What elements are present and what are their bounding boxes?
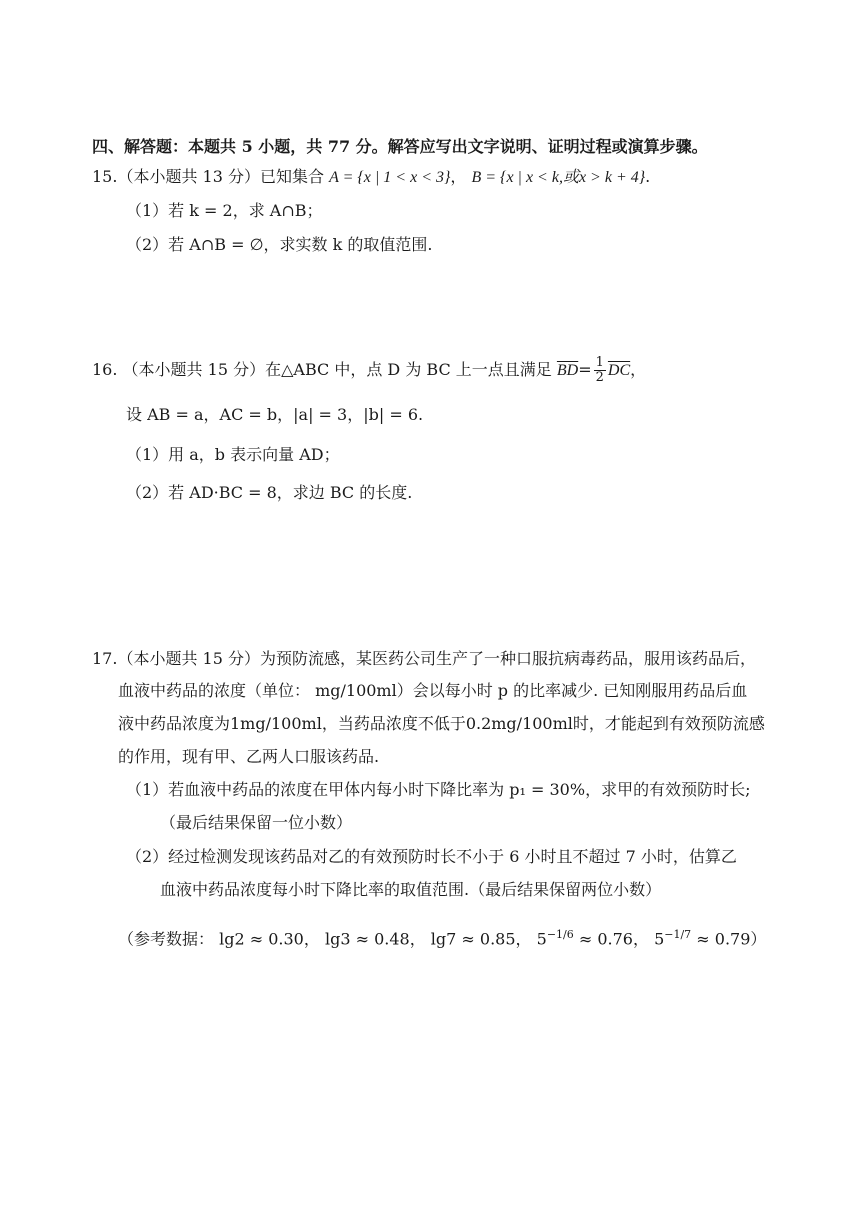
question-17-line-3: 液中药品浓度为1mg/100ml，当药品浓度不低于0.2mg/100ml时，才能起到有效预防流感 bbox=[118, 714, 765, 733]
question-15-part-2: （2）若 A∩B = ∅，求实数 k 的取值范围. bbox=[126, 235, 433, 254]
question-17-part-2: （2）经过检测发现该药品对乙的有效预防时长不小于 6 小时且不超过 7 小时，估算乙 bbox=[126, 847, 737, 866]
question-17-part-2-cont: 血液中药品浓度每小时下降比率的取值范围.（最后结果保留两位小数） bbox=[160, 880, 662, 899]
reference-lg2: lg2 ≈ 0.30， bbox=[219, 929, 320, 949]
question-17-reference-data bbox=[118, 924, 766, 950]
question-15-stem: 15.（本小题共 13 分）已知集合 A = {x | 1 < x < 3}， B = {x | x < k,或x > k + 4}. bbox=[92, 167, 651, 186]
section-heading: 四、解答题：本题共 5 小题，共 77 分。解答应写出文字说明、证明过程或演算步骤。 bbox=[92, 137, 708, 156]
question-number: 16. bbox=[92, 360, 118, 379]
set-a: A = {x | 1 < x < 3} bbox=[329, 169, 451, 186]
reference-power-exponent: −1/6 bbox=[546, 928, 574, 941]
question-number: 17. bbox=[92, 649, 118, 668]
reference-power-base: 5 bbox=[536, 929, 547, 949]
stem-text: 为预防流感，某医药公司生产了一种口服抗病毒药品，服用该药品后， bbox=[260, 649, 757, 668]
set-b: B = {x | x < k,或x > k + 4} bbox=[471, 169, 646, 186]
reference-lg3: lg3 ≈ 0.48， bbox=[324, 929, 426, 949]
reference-power-value: ≈ 0.76， bbox=[578, 929, 649, 949]
question-number: 15. bbox=[92, 167, 118, 186]
stem-text: 在△ABC 中，点 D 为 BC 上一点且满足 bbox=[265, 360, 552, 379]
fraction-one-half: $\frac{1}{2}$ bbox=[595, 355, 604, 385]
question-17-line-2: 血液中药品的浓度（单位： mg/100ml）会以每小时 p 的比率减少. 已知刚服用药品后血 bbox=[118, 681, 748, 700]
question-17-part-1-note: （最后结果保留一位小数） bbox=[160, 813, 353, 832]
question-17-line-4: 的作用，现有甲、乙两人口服该药品. bbox=[118, 747, 380, 766]
reference-lg7: lg7 ≈ 0.85， bbox=[430, 929, 532, 949]
question-16-part-2: （2）若 AD·BC = 8，求边 BC 的长度. bbox=[126, 483, 413, 502]
reference-power-base: 5 bbox=[654, 929, 665, 949]
question-score: （本小题共 13 分） bbox=[117, 167, 260, 186]
equals-sign: = bbox=[578, 360, 592, 379]
question-15-part-1: （1）若 k = 2，求 A∩B； bbox=[126, 201, 323, 220]
vector-bd: $\overline{BD}$ bbox=[556, 362, 579, 379]
question-17-stem bbox=[92, 648, 756, 670]
reference-label: （参考数据： bbox=[118, 929, 215, 949]
vector-dc: $\overline{DC}$ bbox=[607, 362, 631, 379]
question-score: （本小题共 15 分） bbox=[117, 649, 260, 668]
question-17-part-1: （1）若血液中药品的浓度在甲体内每小时下降比率为 p₁ = 30%，求甲的有效预防时长; bbox=[126, 780, 751, 799]
stem-end: ， bbox=[630, 360, 647, 379]
stem-text: 已知集合 bbox=[260, 167, 325, 186]
reference-power-exponent: −1/7 bbox=[664, 928, 692, 941]
reference-power-value: ≈ 0.79） bbox=[696, 929, 767, 949]
question-16-line-2: 设 AB = a，AC = b，|a| = 3，|b| = 6. bbox=[126, 405, 424, 424]
question-16-part-1: （1）用 a，b 表示向量 AD； bbox=[126, 445, 340, 464]
question-16-stem bbox=[92, 356, 646, 385]
question-score: （本小题共 15 分） bbox=[122, 360, 266, 379]
